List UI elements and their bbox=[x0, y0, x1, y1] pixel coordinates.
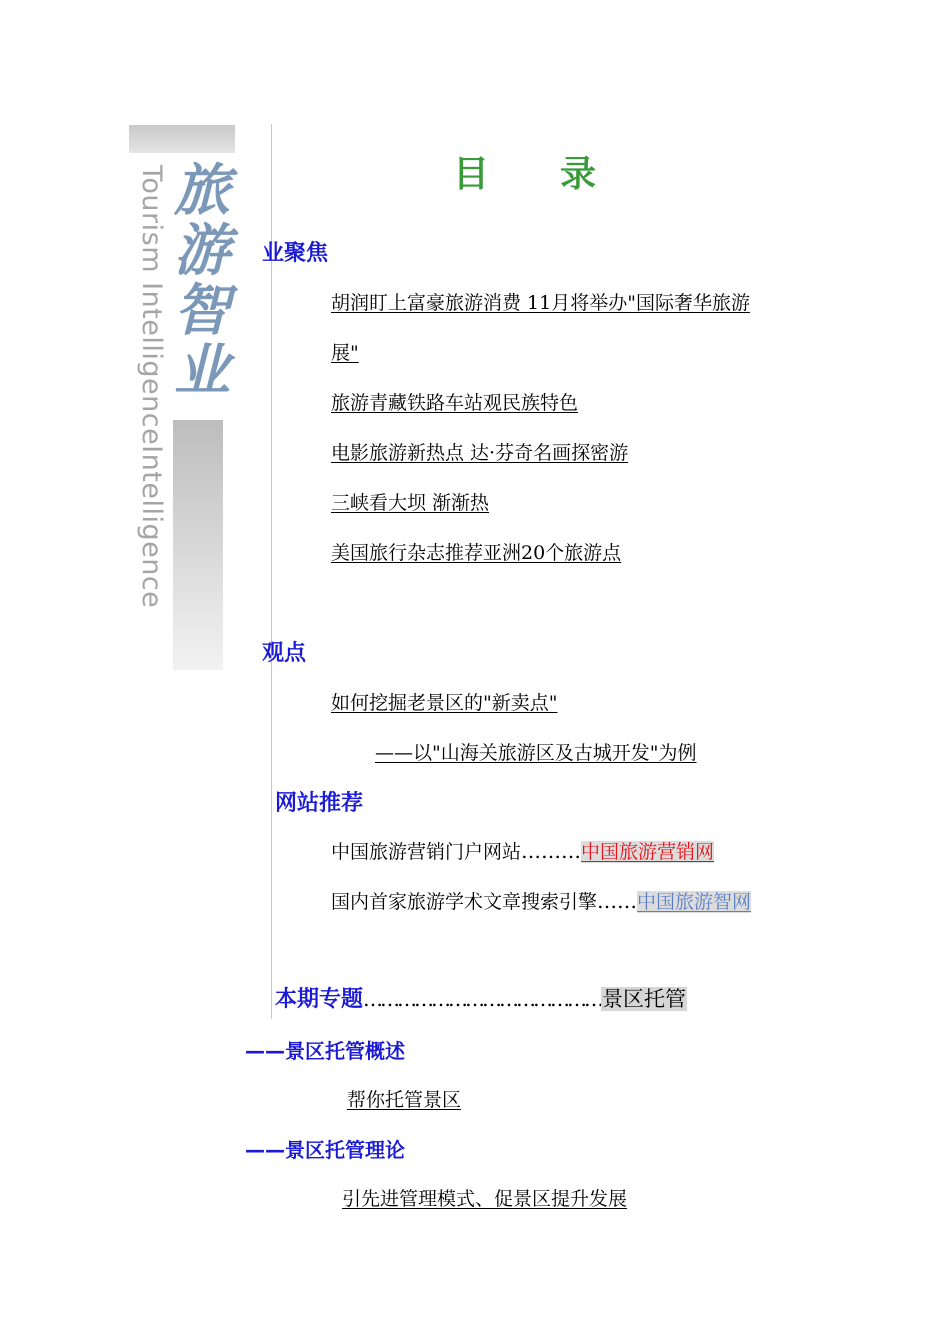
section-heading-industry-focus: 业聚焦 bbox=[262, 241, 329, 266]
sidebar-logo-text: 旅游智业 bbox=[165, 160, 231, 400]
section-heading-website: 网站推荐 bbox=[275, 791, 364, 816]
special-topic-name[interactable]: 景区托管 bbox=[602, 987, 687, 1011]
link-china-tourism-marketing[interactable]: 中国旅游营销网 bbox=[581, 841, 715, 863]
link-china-tourism-intelligence[interactable]: 中国旅游智网 bbox=[637, 891, 752, 913]
special-topic-dots: …………………………………… bbox=[363, 987, 602, 1011]
sidebar-english-text: Tourism IntelligenceIntelligence bbox=[136, 165, 167, 609]
website-row-1-dots: ……… bbox=[521, 839, 582, 863]
sidebar-gradient-bar bbox=[173, 420, 223, 670]
toc-item-theory[interactable]: 引先进管理模式、促景区提升发展 bbox=[342, 1188, 628, 1210]
sidebar-top-bar bbox=[129, 125, 235, 153]
special-topic-row bbox=[275, 982, 687, 1013]
toc-item-overview[interactable]: 帮你托管景区 bbox=[347, 1089, 462, 1111]
website-row-2-dots: …… bbox=[597, 889, 638, 913]
sub-heading-theory: ——景区托管理论 bbox=[245, 1138, 405, 1162]
toc-item-viewpoint[interactable]: 如何挖掘老景区的"新卖点" bbox=[331, 692, 558, 714]
section-heading-viewpoint: 观点 bbox=[262, 641, 307, 666]
website-row-2 bbox=[331, 887, 751, 914]
section-heading-special-topic: 本期专题 bbox=[275, 987, 364, 1012]
toc-item-1-cont[interactable]: 展" bbox=[331, 342, 359, 364]
toc-item-1[interactable]: 胡润盯上富豪旅游消费 11月将举办"国际奢华旅游 bbox=[331, 292, 750, 314]
website-row-1 bbox=[331, 837, 714, 864]
sub-heading-overview: ——景区托管概述 bbox=[245, 1039, 405, 1063]
website-row-1-text: 中国旅游营销门户网站 bbox=[331, 841, 522, 863]
toc-item-2[interactable]: 旅游青藏铁路车站观民族特色 bbox=[331, 392, 579, 414]
toc-item-4[interactable]: 三峡看大坝 渐渐热 bbox=[331, 492, 490, 514]
website-row-2-text: 国内首家旅游学术文章搜索引擎 bbox=[331, 891, 598, 913]
toc-item-5[interactable]: 美国旅行杂志推荐亚洲20个旅游点 bbox=[331, 542, 622, 564]
toc-title-char-2: 录 bbox=[560, 154, 597, 195]
toc-item-viewpoint-subtitle[interactable]: ——以"山海关旅游区及古城开发"为例 bbox=[375, 742, 697, 764]
toc-item-3[interactable]: 电影旅游新热点 达·芬奇名画探密游 bbox=[331, 442, 629, 464]
toc-title-char-1: 目 bbox=[453, 154, 490, 195]
